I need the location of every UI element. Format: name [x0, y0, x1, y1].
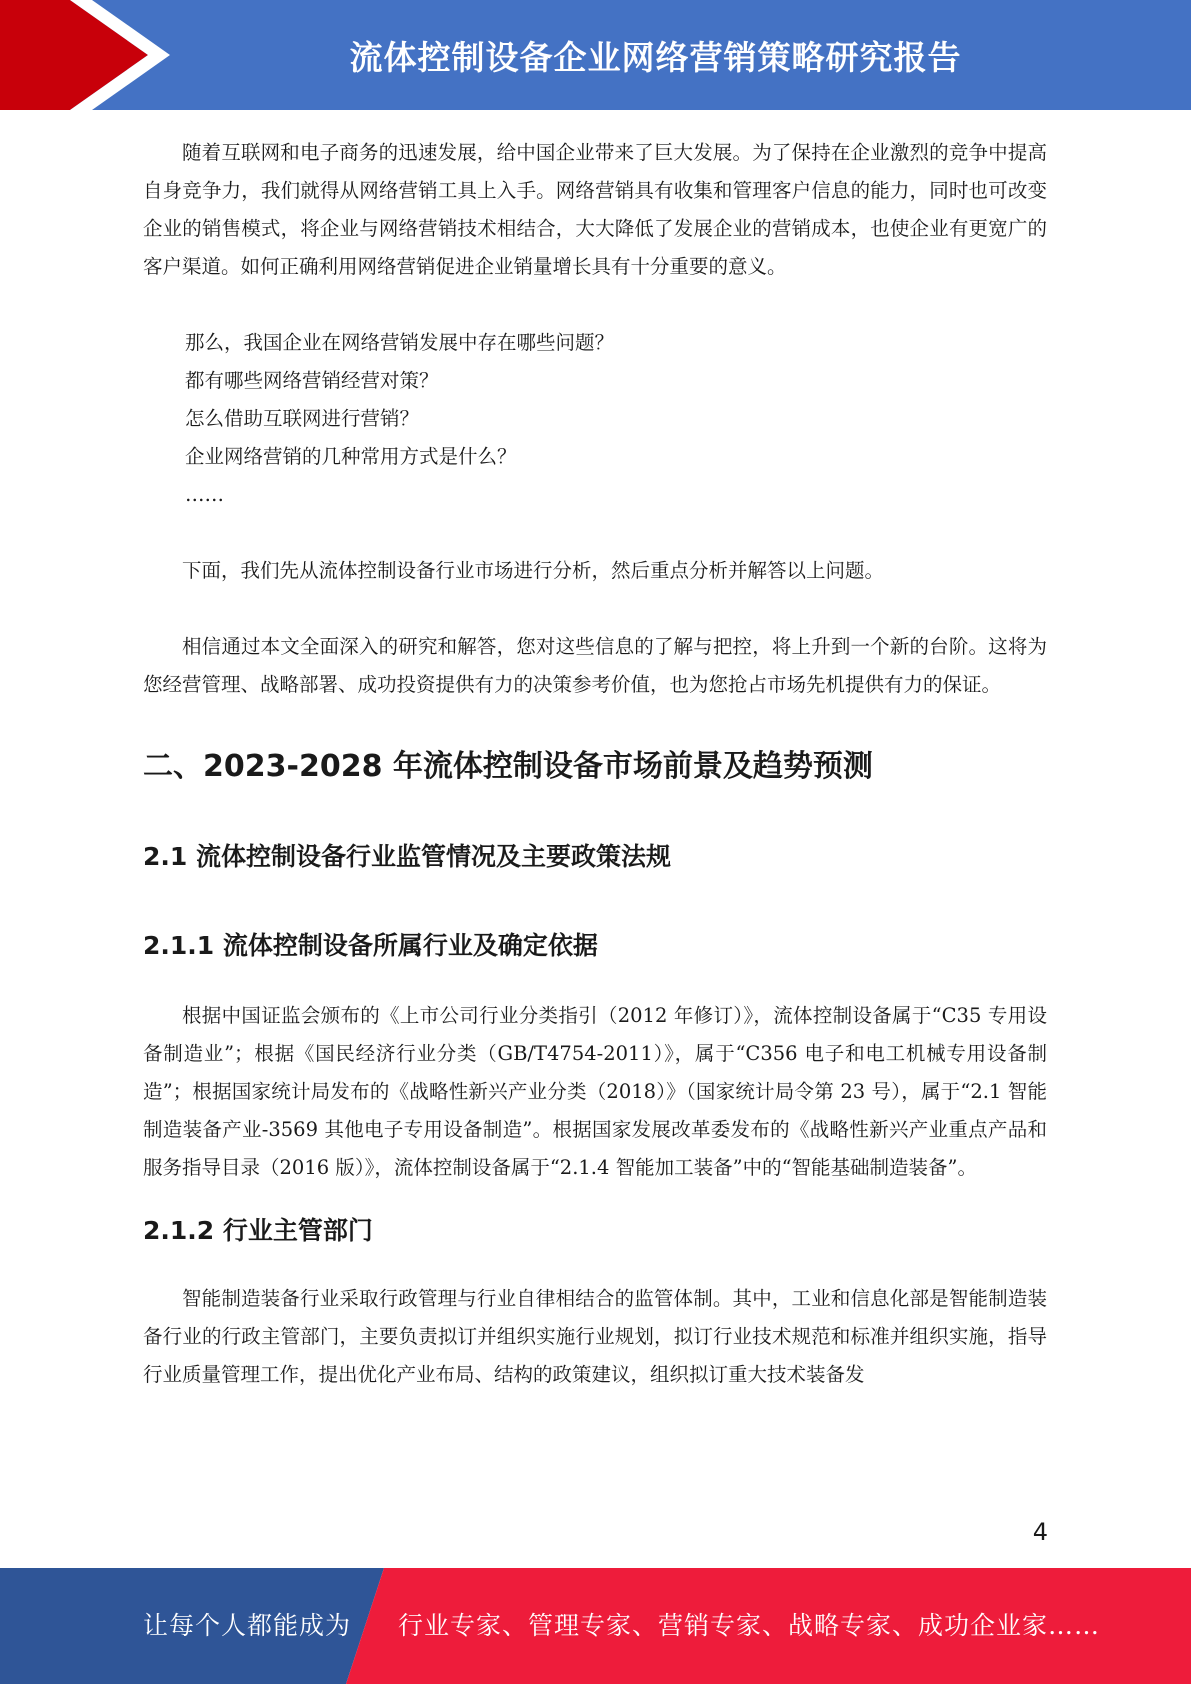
subsubsection-heading: 2.1.1 流体控制设备所属行业及确定依据	[143, 931, 598, 960]
subsubsection-heading: 2.1.2 行业主管部门	[143, 1216, 373, 1245]
question-list	[143, 324, 1047, 514]
question-item: 企业网络营销的几种常用方式是什么？	[185, 445, 517, 468]
analysis-intro-paragraph: 下面，我们先从流体控制设备行业市场进行分析，然后重点分析并解答以上问题。	[182, 559, 885, 582]
main-content	[143, 134, 1047, 1394]
value-statement-paragraph: 相信通过本文全面深入的研究和解答，您对这些信息的了解与把控，将上升到一个新的台阶。这将为您经营管理、战略部署、成功投资提供有力的决策参考价值，也为您抢占市场先机提供有力的保证。	[143, 635, 1047, 696]
industry-classification-paragraph: 根据中国证监会颁布的《上市公司行业分类指引（2012 年修订）》，流体控制设备属于“C35 专用设备制造业”；根据《国民经济行业分类（GB/T4754-2011）》，属于“C356 电子和电工机械专用设备制造”；根据国家统计局发布的《战略性新兴产业分类（2018）》（国家统计局令第 23 号），属于“2.1 智能制造装备产业-3569 其他电子专用设备制造”。根据国家发展改革委发布的《战略性新兴产业重点产品和服务指导目录（2016 版）》，流体控制设备属于“2.1.4 智能加工装备”中的“智能基础制造装备”。	[143, 1004, 1047, 1179]
question-item: 都有哪些网络营销经营对策？	[185, 369, 439, 392]
page-number: 4	[1032, 1518, 1048, 1546]
footer-slogan-right: 行业专家、管理专家、营销专家、战略专家、成功企业家……	[398, 1611, 1101, 1640]
regulator-paragraph: 智能制造装备行业采取行政管理与行业自律相结合的监管体制。其中，工业和信息化部是智能制造装备行业的行政主管部门，主要负责拟订并组织实施行业规划，拟订行业技术规范和标准并组织实施，指导行业质量管理工作，提出优化产业布局、结构的政策建议，组织拟订重大技术装备发	[143, 1287, 1047, 1386]
question-item: 那么，我国企业在网络营销发展中存在哪些问题？	[185, 331, 615, 354]
footer-banner	[0, 1568, 1191, 1684]
footer-slogan-left: 让每个人都能成为	[143, 1611, 352, 1640]
intro-paragraph: 随着互联网和电子商务的迅速发展，给中国企业带来了巨大发展。为了保持在企业激烈的竞争中提高自身竞争力，我们就得从网络营销工具上入手。网络营销具有收集和管理客户信息的能力，同时也可改变企业的销售模式，将企业与网络营销技术相结合，大大降低了发展企业的营销成本，也使企业有更宽广的客户渠道。如何正确利用网络营销促进企业销量增长具有十分重要的意义。	[143, 141, 1047, 278]
section-heading: 二、2023-2028 年流体控制设备市场前景及趋势预测	[143, 749, 873, 784]
subsection-heading: 2.1 流体控制设备行业监管情况及主要政策法规	[143, 842, 671, 871]
question-item: ……	[185, 483, 224, 506]
header-banner	[0, 0, 1191, 110]
question-item: 怎么借助互联网进行营销？	[185, 407, 420, 430]
document-title: 流体控制设备企业网络营销策略研究报告	[349, 37, 962, 77]
